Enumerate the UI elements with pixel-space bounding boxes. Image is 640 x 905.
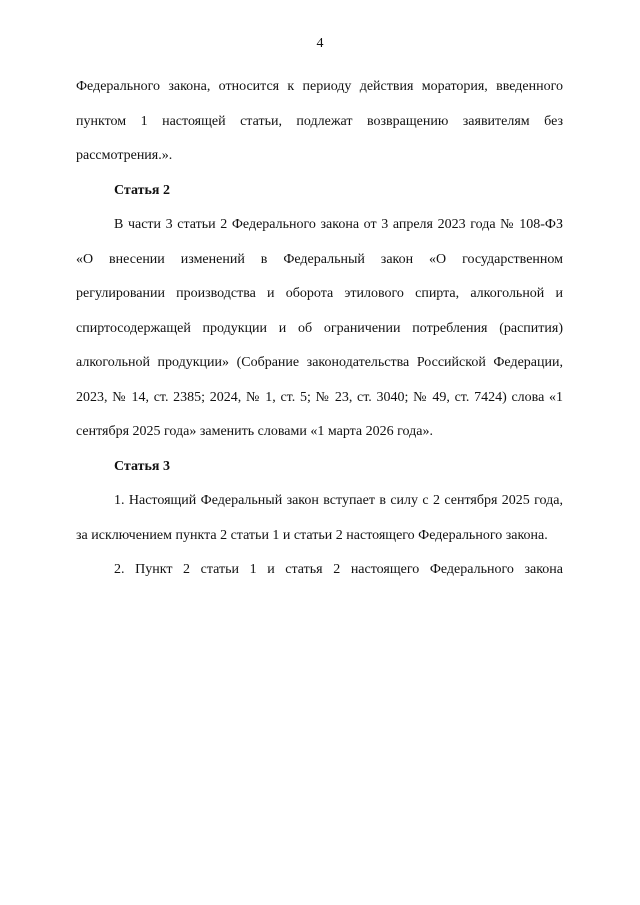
article-3-heading: Статья 3 bbox=[114, 458, 170, 474]
article-2-paragraph: В части 3 статьи 2 Федерального закона от 3 апреля 2023 года № 108-ФЗ «О внесении изменений в Федеральный закон «О государственном регулировании производства и оборота этилового спирта, алкогольной и спиртосодержащей продукции и об ограничении потребления (распития) алкогольной продукции» (Собрание законодательства Российской Федерации, 2023, № 14, ст. 2385; 2024, № 1, ст. 5; № 23, ст. 3040; № 49, ст. 7424) слова «1 сентября 2025 года» заменить словами «1 марта 2026 года». bbox=[76, 217, 563, 439]
page-number: 4 bbox=[316, 36, 324, 51]
paragraph-continuation: Федерального закона, относится к периоду действия моратория, введенного пунктом 1 настоящей статьи, подлежат возвращению заявителям без рассмотрения.». bbox=[76, 79, 563, 163]
document-body bbox=[76, 70, 563, 588]
article-3-paragraph-1: 1. Настоящий Федеральный закон вступает в силу с 2 сентября 2025 года, за исключением пункта 2 статьи 1 и статьи 2 настоящего Федерального закона. bbox=[76, 493, 563, 543]
article-2-heading: Статья 2 bbox=[114, 182, 170, 198]
article-3-paragraph-2: 2. Пункт 2 статьи 1 и статья 2 настоящего Федерального закона bbox=[114, 562, 563, 577]
